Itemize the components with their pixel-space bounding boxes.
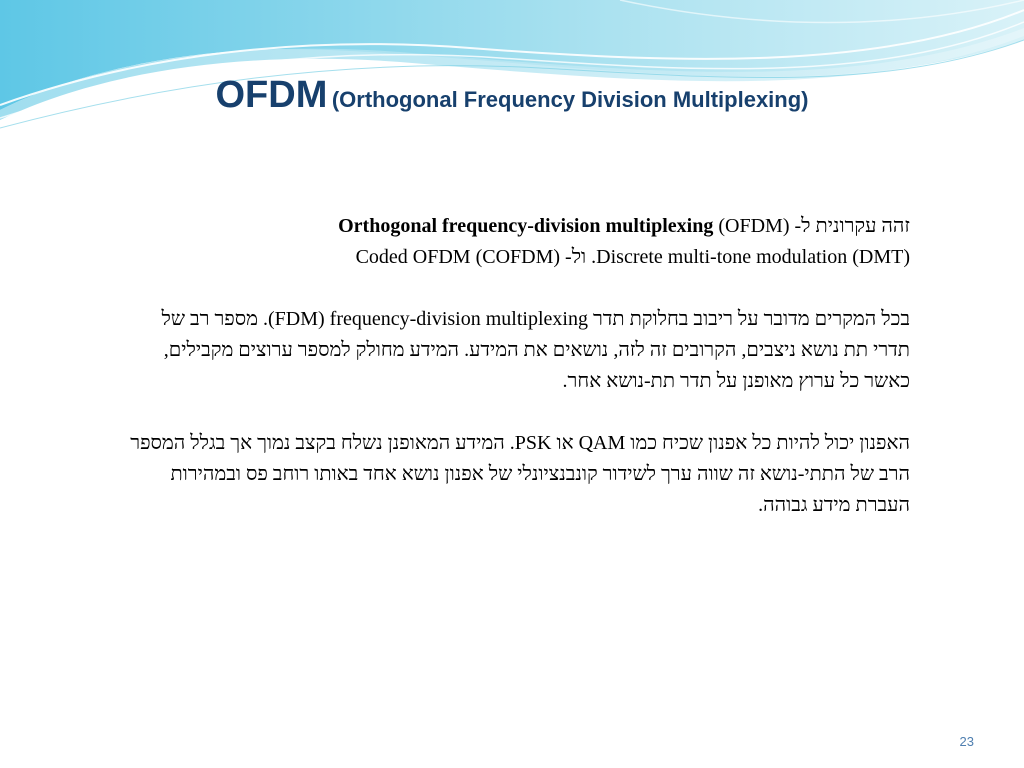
slide-body (130, 211, 910, 521)
slide-title (0, 74, 1024, 117)
p1-and: ול- (565, 246, 587, 268)
p2-term: frequency-division multiplexing (329, 308, 588, 330)
slide-number: 23 (959, 734, 974, 749)
p3-psk: PSK (514, 432, 552, 454)
paragraph-3 (130, 428, 910, 521)
p1-term-bold: Orthogonal frequency-division multiplexing (338, 215, 714, 237)
p3-or: או (556, 432, 574, 454)
title-main: OFDM (215, 74, 328, 116)
p2-abbr: (FDM) (267, 308, 325, 330)
p1-term-abbr: (OFDM) (718, 215, 790, 237)
paragraph-1-line-2 (130, 242, 910, 273)
paragraph-2 (130, 304, 910, 397)
paragraph-gap (130, 397, 910, 428)
p1-cofdm: Coded OFDM (COFDM) (355, 246, 561, 268)
p2-rest: . מספר רב של תדרי תת נושא ניצבים, הקרובים זה לזה, נושאים את המידע. המידע מחולק למספר ערוצים מקבילים, כאשר כל ערוץ מאופנן על תדר תת-נושא אחר. (161, 308, 910, 392)
p1-dmt-text: Discrete multi-tone modulation (DMT) (596, 246, 910, 268)
title-subtitle: (Orthogonal Frequency Division Multiplexing) (331, 87, 809, 112)
p3-qam: QAM (578, 432, 626, 454)
p3-rest: . המידע המאופנן נשלח בקצב נמוך אך בגלל המספר הרב של התתי-נושא זה שווה ערך לשידור קונבנציונלי של אפנון נושא אחד באותו רוחב פס ובמהירות העברת מידע גבוהה. (130, 432, 910, 516)
p3-part1: האפנון יכול להיות כל אפנון שכיח כמו (630, 432, 910, 454)
p2-intro: בכל המקרים מדובר על ריבוב בחלוקת תדר (592, 308, 910, 330)
header-wave-decoration (0, 0, 1024, 140)
p1-dmt: .Discrete multi-tone modulation (DMT) (591, 246, 910, 268)
p1-hebrew-intro: זהה עקרונית ל- (794, 215, 910, 237)
paragraph-1-line-1 (130, 211, 910, 242)
p1-english-term (338, 215, 789, 237)
paragraph-gap (130, 273, 910, 304)
